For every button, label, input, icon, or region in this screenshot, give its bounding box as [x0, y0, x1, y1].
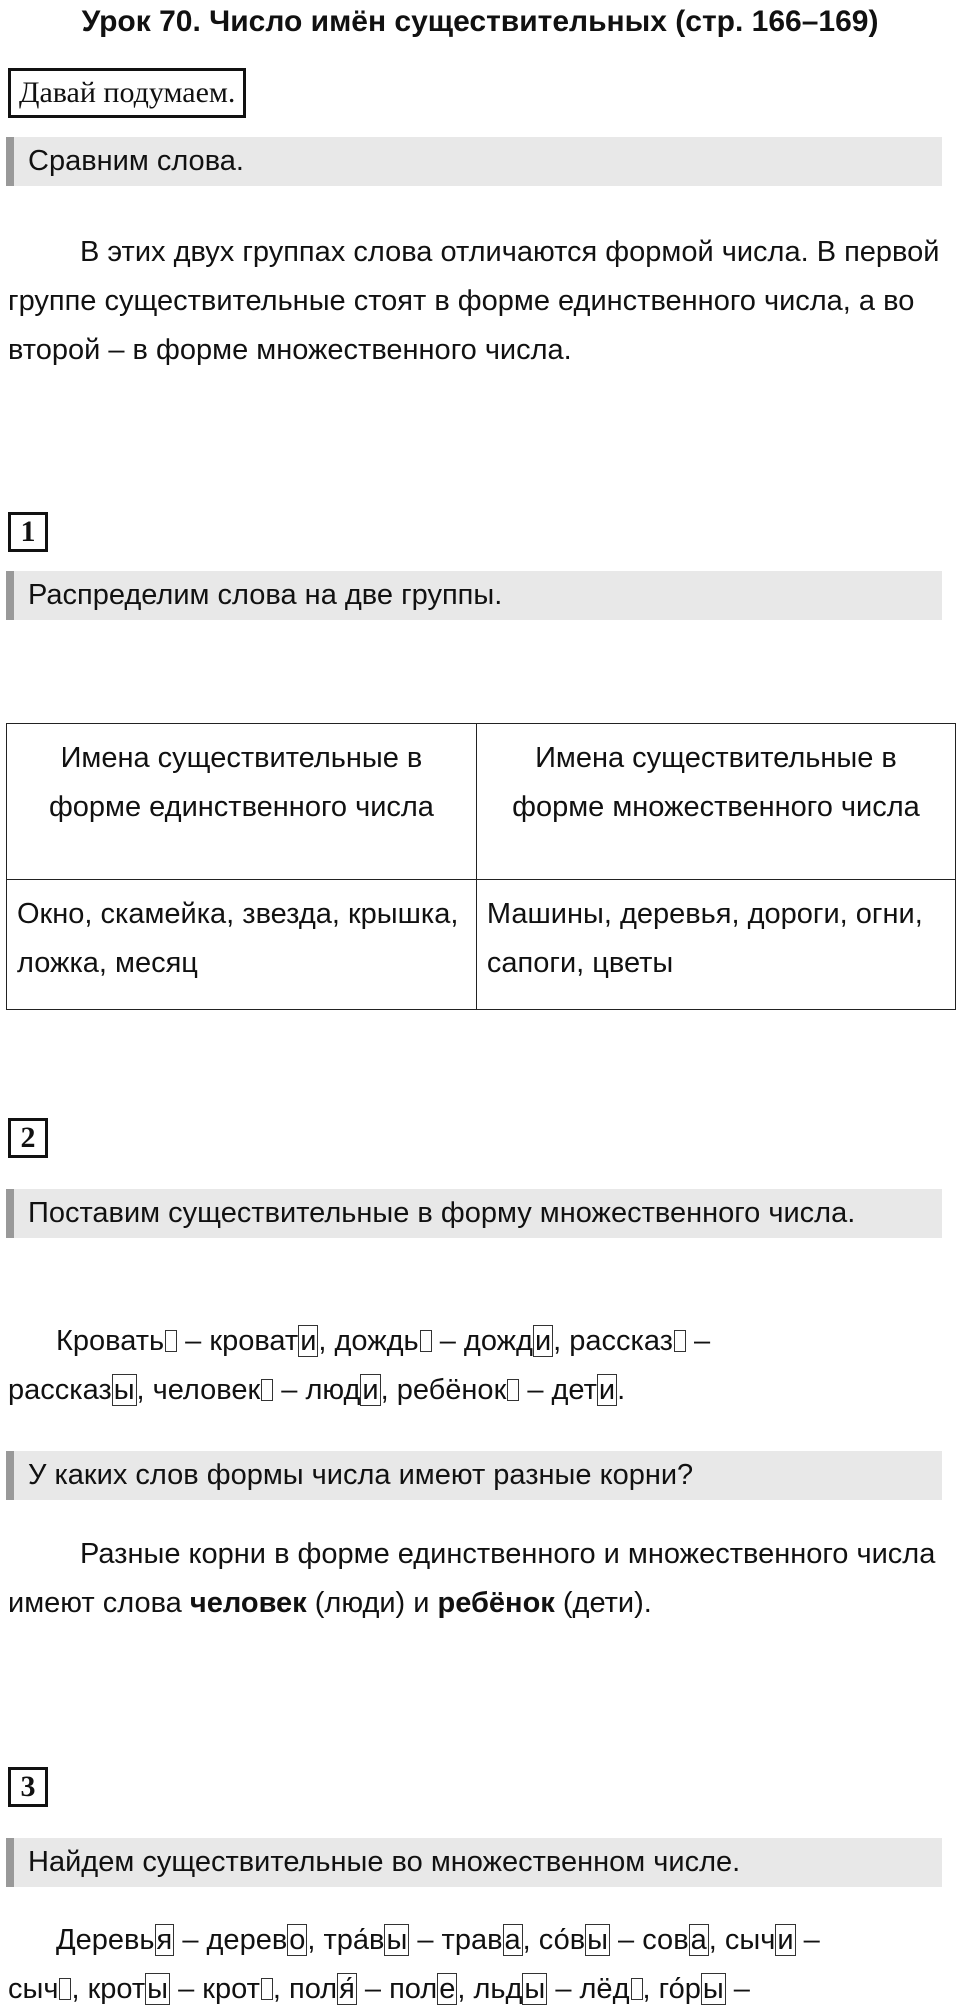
task2-question-2: У каких слов формы числа имеют разные корни?: [6, 1451, 942, 1500]
word-krovati-stem: кроват: [209, 1325, 299, 1357]
ending-box: и: [598, 1374, 616, 1406]
word-rebenok: ребёнок: [396, 1374, 507, 1406]
ending-box-empty: [507, 1379, 519, 1401]
answer-bold-chelovek: человек: [189, 1587, 307, 1619]
task2-pairs-line-1: Кровать – кровати, дождь – дожди, рассказ –: [56, 1325, 711, 1357]
task-number-3: 3: [8, 1767, 48, 1807]
ending-box-empty: [261, 1978, 273, 2000]
word-ldy-stem: льд: [473, 1973, 523, 2005]
word-krovat: Кровать: [56, 1325, 165, 1357]
intro-answer: [8, 228, 948, 375]
task3-line-2: сыч , кроты – крот , поля́ – поле, льды – лёд , го́ры –: [8, 1973, 750, 2005]
ending-box: и: [300, 1325, 317, 1357]
task2-pairs-line-2: рассказы, человек – люди, ребёнок – дети.: [8, 1374, 626, 1406]
word-rasskaz: рассказ: [569, 1325, 673, 1357]
word-derevo-stem: дерев: [206, 1924, 288, 1956]
table-cell-plural: Машины, деревья, дороги, огни, сапоги, цветы: [476, 880, 955, 1010]
ending-box: и: [777, 1924, 794, 1956]
page-title: Урок 70. Число имён существительных (стр. 166–169): [81, 5, 879, 38]
ending-box: ы: [147, 1973, 169, 2005]
task3-pairs: [8, 1916, 948, 2014]
ending-box-empty: [674, 1330, 686, 1352]
word-pole-stem: пол: [389, 1973, 438, 2005]
word-lyudi-stem: люд: [305, 1374, 361, 1406]
word-sova-stem: сов: [642, 1924, 689, 1956]
task1-question: Распределим слова на две группы.: [6, 571, 942, 620]
word-rasskazy-stem: рассказ: [8, 1374, 112, 1406]
table-header-row: [7, 724, 956, 880]
table-header-singular: Имена существительные в форме единственного числа: [7, 724, 477, 880]
ending-box: и: [362, 1374, 379, 1406]
word-led: лёд: [579, 1973, 630, 2005]
ending-box-empty: [261, 1379, 273, 1401]
ending-box-empty: [420, 1330, 432, 1352]
word-krot: крот: [202, 1973, 260, 2005]
table-row: [7, 880, 956, 1010]
ending-box: а: [504, 1924, 521, 1956]
word-chelovek: человек: [152, 1374, 261, 1406]
task2-pairs: [8, 1317, 948, 1415]
ending-box: я́: [339, 1973, 355, 2005]
word-travy-stem: тра́в: [323, 1924, 385, 1956]
word-deti-stem: дет: [551, 1374, 597, 1406]
answer-text-2: (люди) и: [314, 1587, 430, 1619]
word-trava-stem: трав: [441, 1924, 503, 1956]
ending-box: ы: [386, 1924, 408, 1956]
ending-box: ы: [587, 1924, 608, 1956]
task2-answer: [8, 1530, 948, 1628]
answer-bold-rebenok: ребёнок: [437, 1587, 555, 1619]
ending-box: я: [156, 1924, 173, 1956]
intro-box: Давай подумаем.: [8, 68, 246, 118]
ending-box: ы: [702, 1973, 724, 2005]
ending-box-empty: [631, 1978, 643, 2000]
word-sovy-stem: со́в: [538, 1924, 586, 1956]
grouping-table: [6, 723, 956, 1010]
ending-box: ы: [524, 1973, 546, 2005]
word-kroty-stem: крот: [87, 1973, 146, 2005]
word-derevya-stem: Деревь: [56, 1924, 155, 1956]
word-sychi-stem: сыч: [724, 1924, 776, 1956]
word-gory-stem: го́р: [658, 1973, 701, 2005]
word-sych: сыч: [8, 1973, 59, 2005]
table-header-plural: Имена существительные в форме множественного числа: [476, 724, 955, 880]
task-number-2: 2: [8, 1118, 48, 1158]
ending-box: о: [289, 1924, 306, 1956]
ending-box-empty: [59, 1978, 71, 2000]
ending-box: а: [690, 1924, 707, 1956]
answer-text-3: (дети).: [562, 1587, 652, 1619]
ending-box-empty: [165, 1330, 177, 1352]
word-dozhdi-stem: дожд: [463, 1325, 533, 1357]
word-dozhd: дождь: [334, 1325, 419, 1357]
word-polya-stem: пол: [288, 1973, 338, 2005]
ending-box: и: [534, 1325, 552, 1357]
intro-question: Сравним слова.: [6, 137, 942, 186]
ending-box: е: [439, 1973, 456, 2005]
task3-line-1: Деревья – дерево, тра́вы – трава, со́вы – сова, сычи –: [56, 1924, 820, 1956]
table-cell-singular: Окно, скамейка, звезда, крышка, ложка, месяц: [7, 880, 477, 1010]
task2-question: Поставим существительные в форму множественного числа.: [6, 1189, 942, 1238]
answer-text-1: Разные корни в форме единственного и множественного числа имеют слова: [8, 1538, 936, 1619]
ending-box: ы: [113, 1374, 135, 1406]
task3-question: Найдем существительные во множественном числе.: [6, 1838, 942, 1887]
intro-answer-text: В этих двух группах слова отличаются формой числа. В первой группе существительные стоят в форме единственного числа, а во второй – в форме множественного числа.: [8, 236, 940, 366]
task-number-1: 1: [8, 512, 48, 552]
